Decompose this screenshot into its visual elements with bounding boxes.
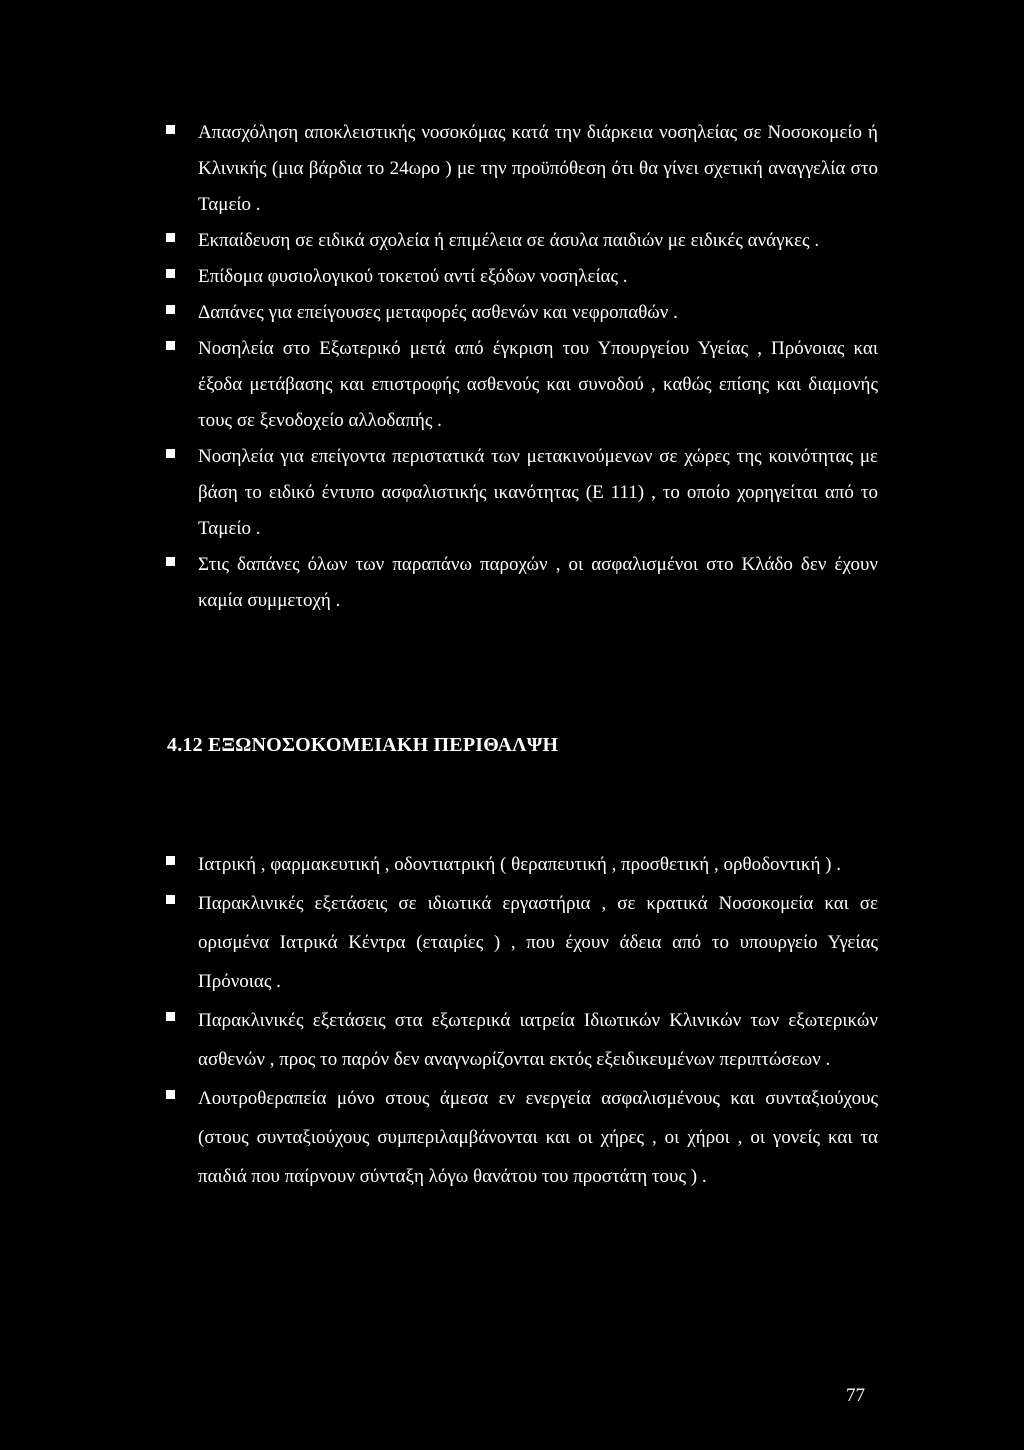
list-item-text: Στις δαπάνες όλων των παραπάνω παροχών , οι ασφαλισμένοι στο Κλάδο δεν έχουν καμία συμμετοχή . [198,554,878,611]
list-item [166,115,878,223]
page-number: 77 [846,1385,865,1406]
list-item [166,439,878,547]
list-item [166,1001,878,1079]
list-item [166,547,878,619]
list-item-text: Ιατρική , φαρμακευτική , οδοντιατρική ( θεραπευτική , προσθετική , ορθοδοντική ) . [198,854,841,875]
list-item [166,259,878,295]
square-bullet-icon [166,1090,175,1099]
list-item-text: Επίδομα φυσιολογικού τοκετού αντί εξόδων νοσηλείας . [198,266,628,287]
list-item [166,295,878,331]
square-bullet-icon [166,895,175,904]
list-item-text: Παρακλινικές εξετάσεις σε ιδιωτικά εργαστήρια , σε κρατικά Νοσοκομεία και σε ορισμένα Ιατρικά Κέντρα (εταιρίες ) , που έχουν άδεια από το υπουργείο Υγείας Πρόνοιας . [198,893,878,992]
square-bullet-icon [166,449,175,458]
square-bullet-icon [166,125,175,134]
benefits-list [166,115,878,619]
square-bullet-icon [166,305,175,314]
square-bullet-icon [166,233,175,242]
section-heading: 4.12 ΕΞΩΝΟΣΟΚΟΜΕΙΑΚΗ ΠΕΡΙΘΑΛΨΗ [167,734,559,756]
outpatient-care-list [166,845,878,1196]
list-item-text: Εκπαίδευση σε ειδικά σχολεία ή επιμέλεια σε άσυλα παιδιών με ειδικές ανάγκες . [198,230,820,251]
list-item-text: Παρακλινικές εξετάσεις στα εξωτερικά ιατρεία Ιδιωτικών Κλινικών των εξωτερικών ασθενών , προς το παρόν δεν αναγνωρίζονται εκτός εξειδικευμένων περιπτώσεων . [198,1010,878,1070]
list-item [166,331,878,439]
square-bullet-icon [166,557,175,566]
list-item [166,884,878,1001]
list-item-text: Νοσηλεία στο Εξωτερικό μετά από έγκριση του Υπουργείου Υγείας , Πρόνοιας και έξοδα μετάβασης και επιστροφής ασθενούς και συνοδού , καθώς επίσης και διαμονής τους σε ξενοδοχείο αλλοδαπής . [198,338,878,431]
square-bullet-icon [166,341,175,350]
list-item-text: Απασχόληση αποκλειστικής νοσοκόμας κατά την διάρκεια νοσηλείας σε Νοσοκομείο ή Κλινικής (μια βάρδια το 24ωρο ) με την προϋπόθεση ότι θα γίνει σχετική αναγγελία στο Ταμείο . [198,122,878,215]
square-bullet-icon [166,269,175,278]
list-item-text: Νοσηλεία για επείγοντα περιστατικά των μετακινούμενων σε χώρες της κοινότητας με βάση το ειδικό έντυπο ασφαλιστικής ικανότητας (Ε 111) , το οποίο χορηγείται από το Ταμείο . [198,446,878,539]
list-item [166,845,878,884]
list-item-text: Δαπάνες για επείγουσες μεταφορές ασθενών και νεφροπαθών . [198,302,678,323]
list-item [166,223,878,259]
square-bullet-icon [166,1012,175,1021]
list-item [166,1079,878,1196]
list-item-text: Λουτροθεραπεία μόνο στους άμεσα εν ενεργεία ασφαλισμένους και συνταξιούχους (στους συνταξιούχους συμπεριλαμβάνονται και οι χήρες , οι χήροι , οι γονείς και τα παιδιά που παίρνουν σύνταξη λόγω θανάτου του προστάτη τους ) . [198,1088,878,1187]
square-bullet-icon [166,856,175,865]
